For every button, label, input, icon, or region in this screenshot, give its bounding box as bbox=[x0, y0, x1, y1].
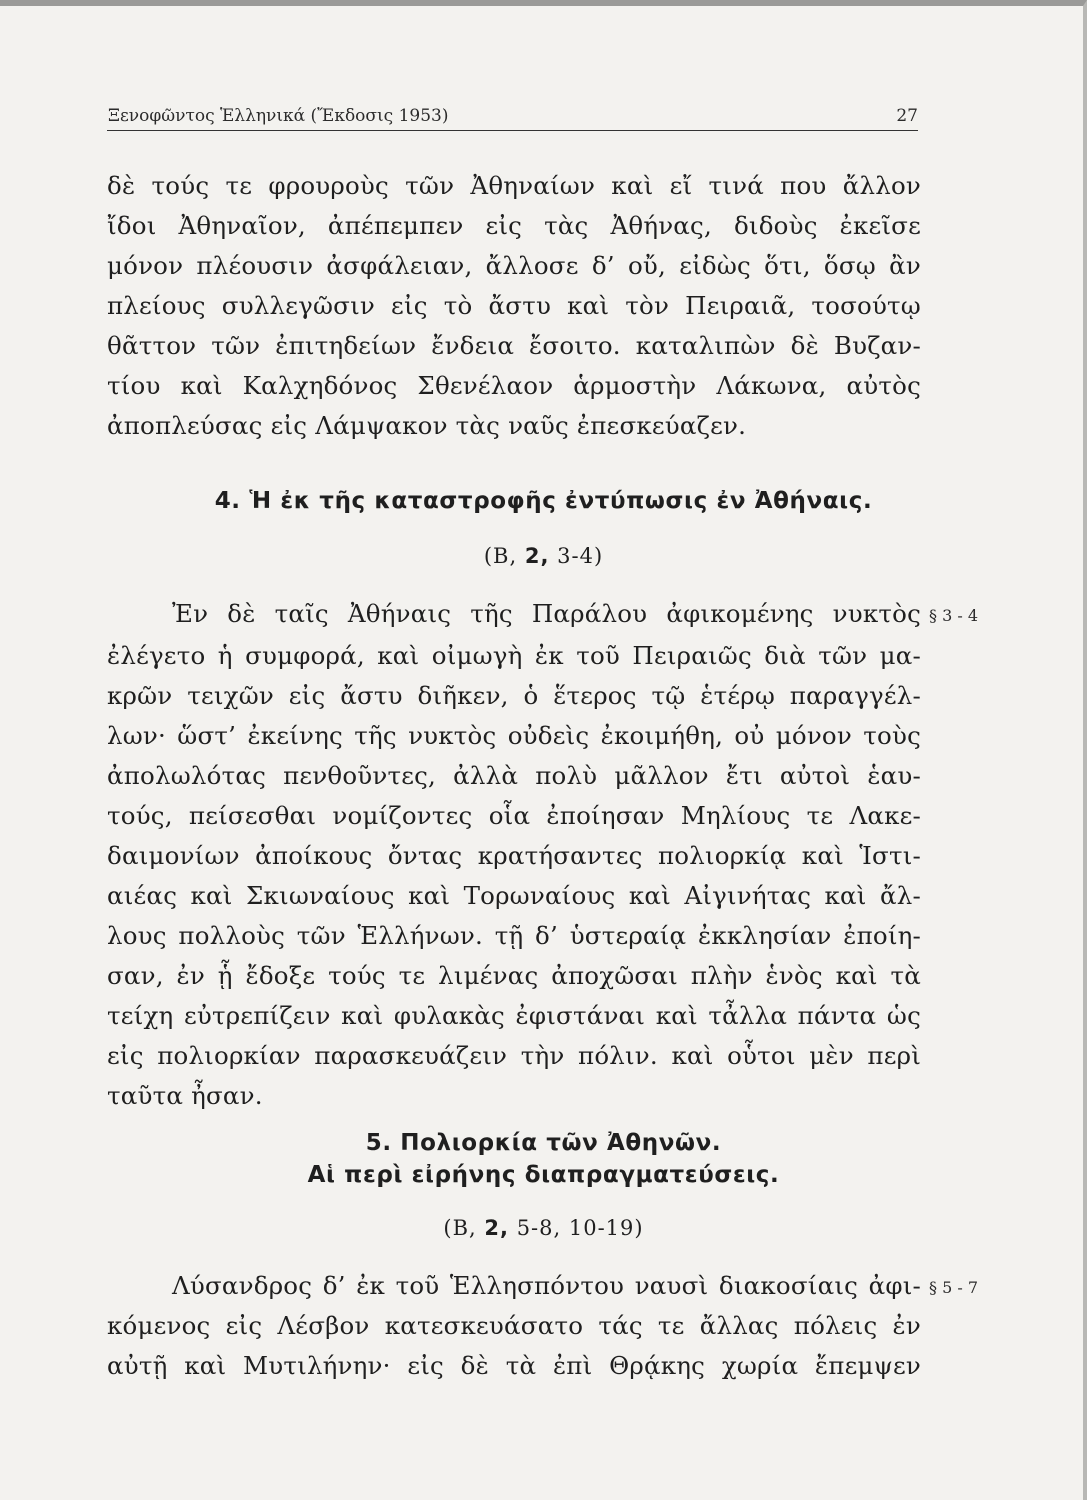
text-line: θᾶττον τῶν ἐπιτηδείων ἔνδεια ἔσοιτο. καταλιπὼν δὲ Βυζαν- bbox=[107, 331, 921, 360]
text-line: δαιμονίων ἀποίκους ὄντας κρατήσαντες πολιορκίᾳ καὶ Ἱστι- bbox=[107, 841, 921, 870]
text-line: Λύσανδρος δ’ ἐκ τοῦ Ἑλλησπόντου ναυσὶ διακοσίαις ἀφι- bbox=[172, 1271, 921, 1300]
text-line: ἐλέγετο ἡ συμφορά, καὶ οἰμωγὴ ἐκ τοῦ Πειραιῶς διὰ τῶν μα- bbox=[107, 641, 921, 670]
text-line: αιέας καὶ Σκιωναίους καὶ Τορωναίους καὶ Αἰγινήτας καὶ ἄλ- bbox=[107, 881, 921, 910]
section-reference bbox=[0, 1216, 1087, 1240]
text-line: ταῦτα ἦσαν. bbox=[107, 1081, 263, 1110]
text-line: εἰς πολιορκίαν παρασκευάζειν τὴν πόλιν. καὶ οὗτοι μὲν περὶ bbox=[107, 1041, 921, 1070]
section-heading: 5. Πολιορκία τῶν Ἀθηνῶν. bbox=[365, 1130, 722, 1156]
text-line: λων· ὥστ’ ἐκείνης τῆς νυκτὸς οὐδεὶς ἐκοιμήθη, οὐ μόνον τοὺς bbox=[107, 721, 921, 750]
section-heading: 4. Ἡ ἐκ τῆς καταστροφῆς ἐντύπωσις ἐν Ἀθήναις. bbox=[214, 488, 873, 514]
section-reference bbox=[0, 544, 1087, 568]
ref-book: 2, bbox=[484, 1216, 509, 1240]
text-line: τίου καὶ Καλχηδόνος Σθενέλαον ἁρμοστὴν Λάκωνα, αὐτὸς bbox=[107, 371, 921, 400]
ref-open: (Β, bbox=[483, 544, 518, 568]
text-line: αὐτῇ καὶ Μυτιλήνην· εἰς δὲ τὰ ἐπὶ Θρᾴκης χωρία ἔπεμψεν bbox=[107, 1351, 921, 1380]
text-line: σαν, ἐν ᾗ ἔδοξε τούς τε λιμένας ἀποχῶσαι πλὴν ἑνὸς καὶ τὰ bbox=[107, 961, 921, 990]
running-header bbox=[107, 106, 918, 131]
text-line: δὲ τούς τε φρουροὺς τῶν Ἀθηναίων καὶ εἴ τινά που ἄλλον bbox=[107, 171, 921, 200]
page-number: 27 bbox=[896, 106, 918, 126]
margin-section-note: § 3 - 4 bbox=[929, 606, 979, 625]
ref-book: 2, bbox=[524, 544, 550, 568]
text-line: πλείους συλλεγῶσιν εἰς τὸ ἄστυ καὶ τὸν Πειραιᾶ, τοσούτῳ bbox=[107, 291, 921, 320]
text-line: μόνον πλέουσιν ἀσφάλειαν, ἄλλοσε δ’ οὔ, εἰδὼς ὅτι, ὅσῳ ἂν bbox=[107, 251, 921, 280]
ref-close: 5-8, 10-19) bbox=[516, 1216, 644, 1240]
text-line: τείχη εὐτρεπίζειν καὶ φυλακὰς ἐφιστάναι καὶ τἆλλα πάντα ὡς bbox=[107, 1001, 921, 1030]
text-line: Ἐν δὲ ταῖς Ἀθήναις τῆς Παράλου ἀφικομένης νυκτὸς bbox=[172, 599, 921, 628]
text-line: κόμενος εἰς Λέσβον κατεσκευάσατο τάς τε ἄλλας πόλεις ἐν bbox=[107, 1311, 921, 1340]
ref-close: 3-4) bbox=[557, 544, 604, 568]
running-title: Ξενοφῶντος Ἑλληνικά (Ἔκδοσις 1953) bbox=[108, 106, 449, 126]
ref-open: (Β, bbox=[443, 1216, 477, 1240]
text-line: ἀποπλεύσας εἰς Λάμψακον τὰς ναῦς ἐπεσκεύαζεν. bbox=[107, 411, 747, 440]
text-line: λους πολλοὺς τῶν Ἑλλήνων. τῇ δ’ ὑστεραίᾳ ἐκκλησίαν ἐποίη- bbox=[107, 921, 921, 950]
text-line: ἴδοι Ἀθηναῖον, ἀπέπεμπεν εἰς τὰς Ἀθήνας, διδοὺς ἐκεῖσε bbox=[107, 211, 921, 240]
text-line: τούς, πείσεσθαι νομίζοντες οἷα ἐποίησαν Μηλίους τε Λακε- bbox=[107, 801, 921, 830]
margin-section-note: § 5 - 7 bbox=[929, 1278, 979, 1297]
text-line: ἀπολωλότας πενθοῦντες, ἀλλὰ πολὺ μᾶλλον ἔτι αὐτοὶ ἑαυ- bbox=[107, 761, 921, 790]
section-subheading: Αἱ περὶ εἰρήνης διαπραγματεύσεις. bbox=[307, 1162, 780, 1188]
text-line: κρῶν τειχῶν εἰς ἄστυ διῆκεν, ὁ ἕτερος τῷ ἑτέρῳ παραγγέλ- bbox=[107, 681, 921, 710]
